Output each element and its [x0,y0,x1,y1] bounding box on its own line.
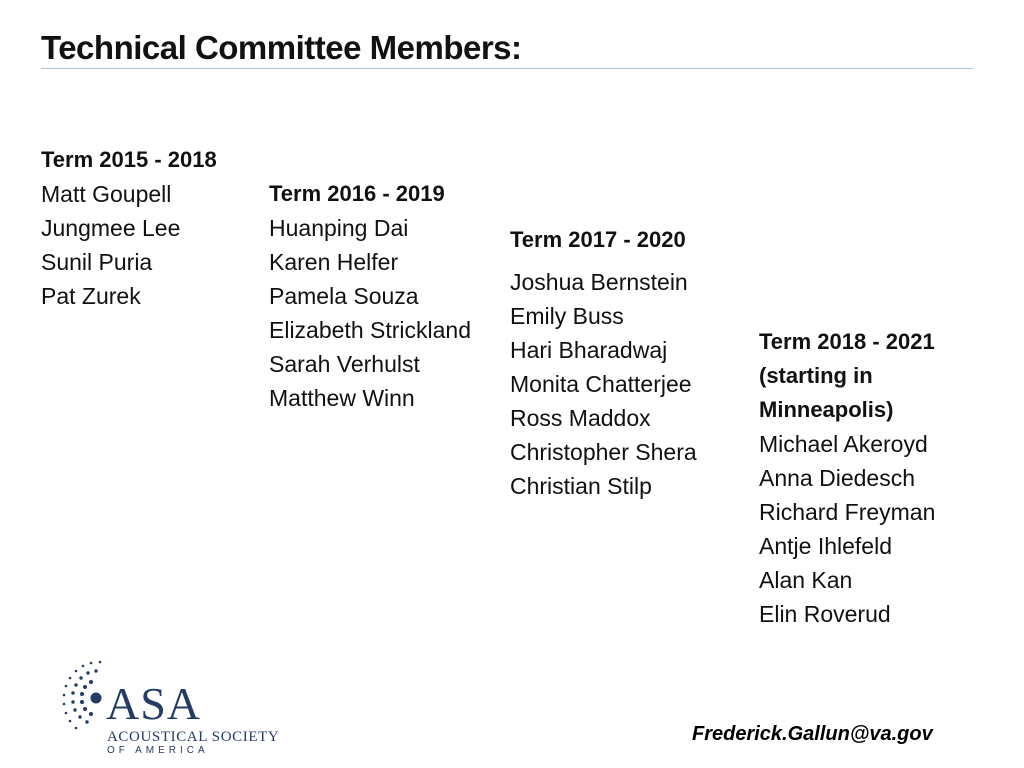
member-name: Huanping Dai [269,215,409,241]
member-name: Alan Kan [759,567,853,593]
member-list [41,177,217,313]
term-heading-note: Minneapolis) [759,397,894,422]
member-name: Karen Helfer [269,249,399,275]
member-name: Christian Stilp [510,473,652,499]
term-column-2018 [759,325,935,631]
member-name: Matthew Winn [269,385,415,411]
member-name: Elizabeth Strickland [269,317,471,343]
member-name: Monita Chatterjee [510,371,692,397]
page-title: Technical Committee Members: [41,29,522,66]
member-name: Antje Ihlefeld [759,533,892,559]
term-heading: Term 2016 - 2019 [269,181,445,206]
title-divider [41,68,973,69]
term-column-2016 [269,177,471,415]
member-name: Pat Zurek [41,283,141,309]
member-name: Sunil Puria [41,249,153,275]
term-heading: Term 2018 - 2021 [759,329,935,354]
member-name: Jungmee Lee [41,215,181,241]
term-heading-note: (starting in [759,363,873,388]
asa-logo [60,658,300,762]
member-list [510,265,697,503]
term-heading: Term 2017 - 2020 [510,227,686,252]
member-name: Richard Freyman [759,499,936,525]
logo-subtitle-2: OF AMERICA [107,745,209,756]
term-heading: Term 2015 - 2018 [41,147,217,172]
logo-subtitle: ACOUSTICAL SOCIETY [107,729,280,745]
member-name: Hari Bharadwaj [510,337,668,363]
member-name: Christopher Shera [510,439,697,465]
member-name: Joshua Bernstein [510,269,688,295]
member-name: Sarah Verhulst [269,351,420,377]
member-name: Pamela Souza [269,283,419,309]
term-column-2015 [41,143,217,313]
member-list [759,427,935,631]
contact-email: Frederick.Gallun@va.gov [692,723,933,745]
member-name: Anna Diedesch [759,465,915,491]
member-list [269,211,471,415]
logo-wordmark: ASA [106,678,202,729]
term-column-2017 [510,223,697,503]
member-name: Matt Goupell [41,181,172,207]
member-name: Ross Maddox [510,405,651,431]
member-name: Emily Buss [510,303,624,329]
member-name: Michael Akeroyd [759,431,928,457]
member-name: Elin Roverud [759,601,891,627]
